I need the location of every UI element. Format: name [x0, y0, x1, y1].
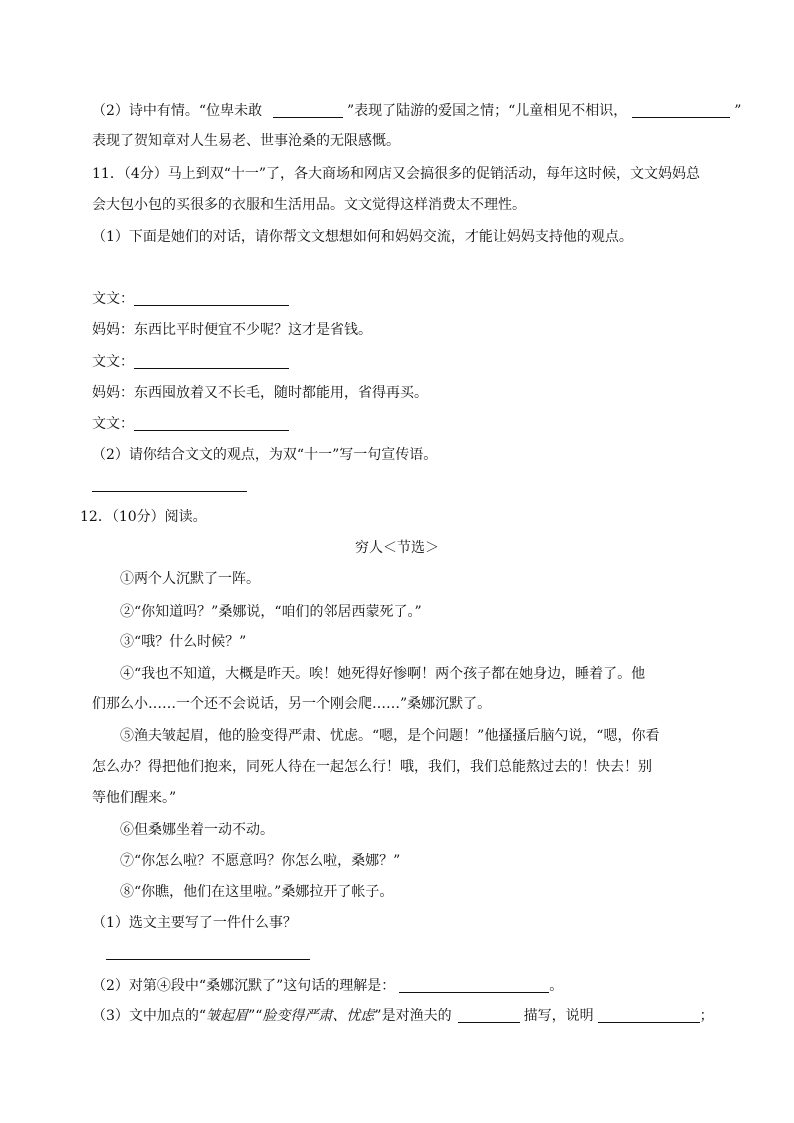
- q12-sub3-text-b: ”“: [248, 1008, 263, 1024]
- passage-p7: ⑦“你怎么啦？不愿意吗？你怎么啦，桑娜？”: [120, 853, 401, 869]
- dialog-mom-1: 妈妈：东西比平时便宜不少呢？这才是省钱。: [92, 322, 372, 338]
- speaker-wen: 文文：: [92, 416, 134, 432]
- passage-title: 穷人＜节选＞: [355, 540, 439, 556]
- passage-p5-b: 怎么办？得把他们抱来，同死人待在一起怎么行！哦，我们，我们总能熬过去的！快去！别: [92, 759, 652, 775]
- q11-sub1: （1）下面是她们的对话，请你帮文文想想如何和妈妈交流，才能让妈妈支持他的观点。: [92, 229, 633, 245]
- passage-p4-b: 们那么小……一个还不会说话，另一个刚会爬……”桑娜沉默了。: [92, 696, 492, 712]
- q12-sub3-end: ；: [699, 1008, 714, 1024]
- dotted-word-2: 脸变得严肃、忧虑: [262, 1008, 375, 1024]
- answer-blank-q12-3a[interactable]: [458, 1006, 520, 1023]
- answer-blank-q12-3b[interactable]: [598, 1006, 700, 1023]
- answer-blank-q12-1[interactable]: [106, 958, 310, 960]
- q12-sub2-text: （2）对第④段中“桑娜沉默了”这句话的理解是：: [92, 978, 396, 994]
- passage-p6: ⑥但桑娜坐着一动不动。: [120, 822, 274, 838]
- q11-sub2: （2）请你结合文文的观点，为双“十一”写一句宣传语。: [92, 447, 438, 463]
- dialog-wen-2: [92, 352, 289, 372]
- q12-sub2: [92, 976, 563, 996]
- speaker-wen: 文文：: [92, 354, 134, 370]
- dotted-word-1: 皱起眉: [206, 1008, 249, 1024]
- q10-2-text-a: （2）诗中有情。“位卑未敢: [92, 103, 263, 119]
- answer-blank-wen-3[interactable]: [134, 414, 289, 431]
- answer-blank-slogan[interactable]: [92, 490, 247, 492]
- answer-blank-wen-1[interactable]: [134, 289, 289, 306]
- q10-2-line1: [92, 101, 741, 121]
- q12-sub2-end: 。: [549, 978, 564, 994]
- q10-2-text-b: ”表现了陆游的爱国之情；“儿童相见不相识，: [346, 103, 628, 119]
- q12-sub3-text-a: （3）文中加点的“: [92, 1008, 207, 1024]
- q10-2-text-c: ”: [734, 103, 742, 119]
- q11-line1: 11．（4分）马上到双“十一”了，各大商场和网店又会搞很多的促销活动，每年这时候，文文妈妈总: [92, 166, 701, 182]
- q11-line2: 会大包小包的买很多的衣服和生活用品。文文觉得这样消费太不理性。: [92, 197, 526, 213]
- answer-blank-q10-2-1[interactable]: [273, 101, 343, 118]
- q12-head: 12．（10分）阅读。: [80, 509, 207, 525]
- dialog-wen-3: [92, 414, 289, 434]
- speaker-wen: 文文：: [92, 291, 134, 307]
- q12-sub1: （1）选文主要写了一件什么事？: [92, 915, 297, 931]
- passage-p1: ①两个人沉默了一阵。: [120, 571, 260, 587]
- answer-blank-q12-2[interactable]: [399, 976, 549, 993]
- passage-p2: ②“你知道吗？”桑娜说，“咱们的邻居西蒙死了。”: [120, 604, 422, 620]
- answer-blank-q10-2-2[interactable]: [632, 101, 730, 118]
- q10-2-line2: 表现了贺知章对人生易老、世事沧桑的无限感慨。: [92, 133, 400, 149]
- q12-sub3: [92, 1006, 714, 1026]
- passage-p4-a: ④“我也不知道，大概是昨天。唉！她死得好惨啊！两个孩子都在她身边，睡着了。他: [120, 666, 646, 682]
- dialog-mom-2: 妈妈：东西囤放着又不长毛，随时都能用，省得再买。: [92, 385, 428, 401]
- dialog-wen-1: [92, 289, 289, 309]
- passage-p3: ③“哦？什么时候？”: [120, 634, 247, 650]
- q12-sub3-text-d: 描写，说明: [523, 1008, 594, 1024]
- passage-p8: ⑧“你瞧，他们在这里啦。”桑娜拉开了帐子。: [120, 884, 394, 900]
- answer-blank-wen-2[interactable]: [134, 352, 289, 369]
- passage-p5-c: 等他们醒来。”: [92, 790, 177, 806]
- q12-sub3-text-c: ”是对渔夫的: [374, 1008, 452, 1024]
- passage-p5-a: ⑤渔夫皱起眉，他的脸变得严肃、忧虑。“嗯，是个问题！”他搔搔后脑勺说，“嗯，你看: [120, 728, 660, 744]
